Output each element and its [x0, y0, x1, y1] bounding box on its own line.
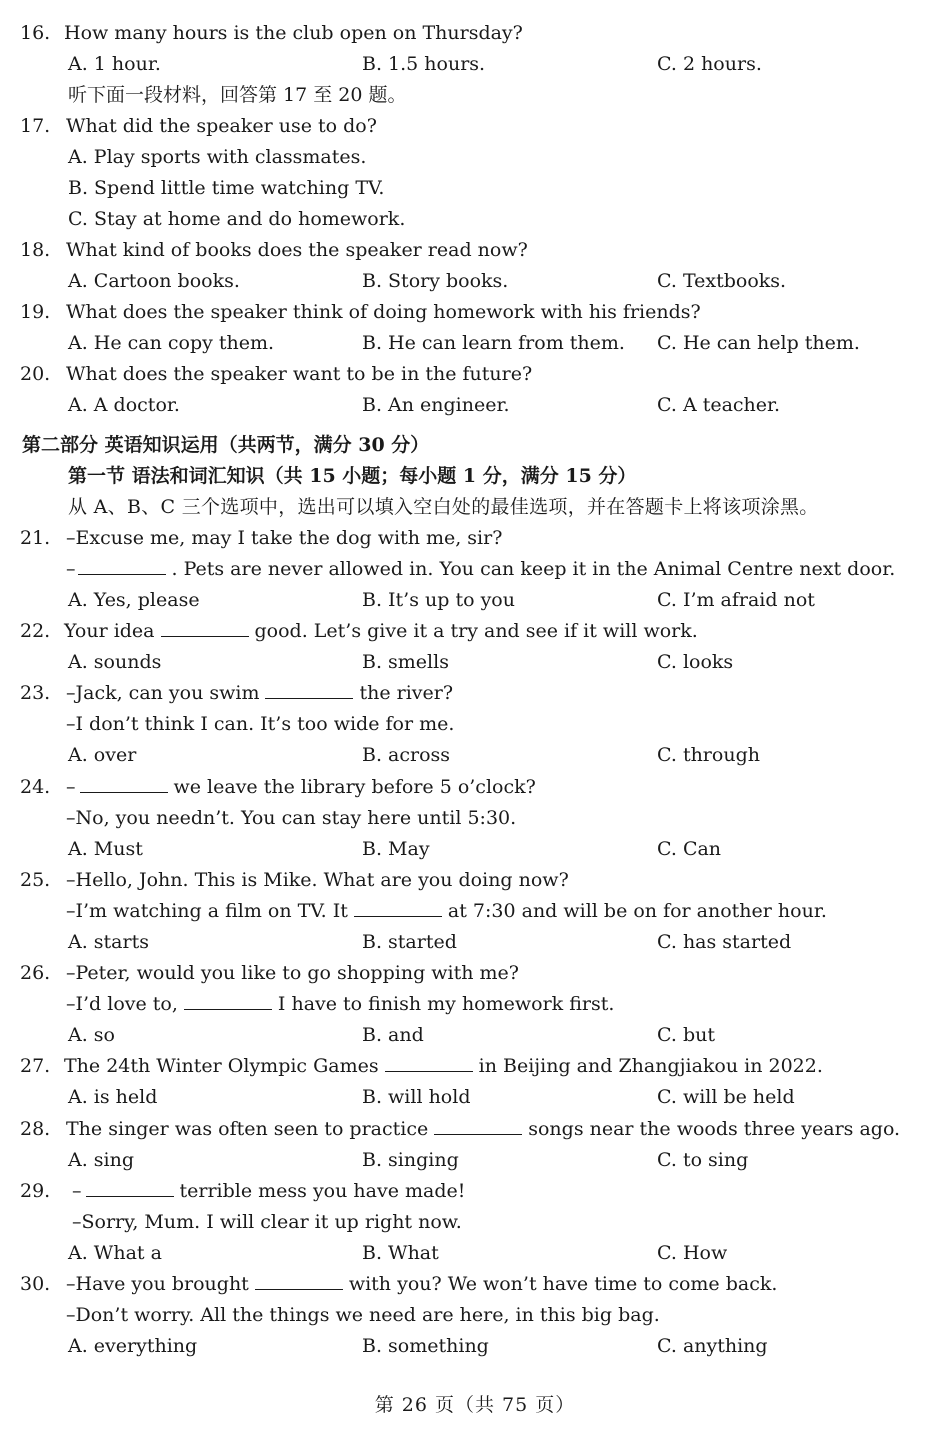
option-a: A. He can copy them. — [68, 332, 275, 354]
option-c: C. looks — [657, 651, 734, 673]
option-b: B. Spend little time watching TV. — [68, 177, 385, 199]
question-number: 16. — [20, 22, 51, 44]
option-c: C. I’m afraid not — [657, 589, 815, 611]
option-b: B. It’s up to you — [362, 589, 515, 611]
option-a: A. Play sports with classmates. — [68, 146, 367, 168]
option-b: B. What — [362, 1242, 439, 1264]
answer-blank — [265, 680, 353, 699]
question-stem: How many hours is the club open on Thursday? — [64, 22, 523, 44]
option-c: C. to sing — [657, 1149, 749, 1171]
option-c: C. but — [657, 1024, 715, 1046]
option-a: A. everything — [68, 1335, 198, 1357]
question-number: 19. — [20, 301, 51, 323]
answer-blank — [385, 1053, 473, 1072]
answer-blank — [161, 618, 249, 637]
option-a: A. A doctor. — [68, 394, 180, 416]
option-b: B. May — [362, 838, 430, 860]
option-a: A. Yes, please — [68, 589, 200, 611]
option-a: A. so — [68, 1024, 115, 1046]
option-a: A. What a — [68, 1242, 162, 1264]
option-a: A. is held — [68, 1086, 158, 1108]
option-b: B. something — [362, 1335, 489, 1357]
option-c: C. through — [657, 744, 760, 766]
question-stem: –Hello, John. This is Mike. What are you doing now? — [66, 869, 569, 891]
option-a: A. sounds — [68, 651, 162, 673]
option-b: B. An engineer. — [362, 394, 510, 416]
question-stem: What does the speaker think of doing homework with his friends? — [66, 301, 701, 323]
question-number: 26. — [20, 962, 51, 984]
question-number: 29. — [20, 1180, 51, 1202]
answer-blank — [184, 991, 272, 1010]
option-c: C. Stay at home and do homework. — [68, 208, 406, 230]
option-b: B. smells — [362, 651, 449, 673]
option-b: B. He can learn from them. — [362, 332, 625, 354]
option-a: A. 1 hour. — [68, 53, 161, 75]
option-c: C. Can — [657, 838, 722, 860]
question-number: 17. — [20, 115, 51, 137]
answer-blank — [80, 774, 168, 793]
question-number: 18. — [20, 239, 51, 261]
question-number: 23. — [20, 682, 51, 704]
question-stem: What does the speaker want to be in the future? — [66, 363, 533, 385]
question-number: 21. — [20, 527, 51, 549]
answer-blank — [255, 1271, 343, 1290]
option-b: B. started — [362, 931, 457, 953]
option-c: C. 2 hours. — [657, 53, 762, 75]
option-c: C. A teacher. — [657, 394, 781, 416]
option-c: C. has started — [657, 931, 792, 953]
question-stem: –Peter, would you like to go shopping with me? — [66, 962, 519, 984]
question-stem: What did the speaker use to do? — [66, 115, 377, 137]
page-number-footer: 第 26 页（共 75 页） — [374, 1394, 576, 1416]
option-b: B. singing — [362, 1149, 459, 1171]
answer-blank — [354, 898, 442, 917]
option-a: A. Must — [68, 838, 143, 860]
question-stem: –Excuse me, may I take the dog with me, sir? — [66, 527, 503, 549]
option-c: C. How — [657, 1242, 728, 1264]
answer-blank — [434, 1116, 522, 1135]
question-number: 22. — [20, 620, 51, 642]
option-c: C. He can help them. — [657, 332, 860, 354]
option-a: A. starts — [68, 931, 149, 953]
question-number: 27. — [20, 1055, 51, 1077]
option-a: A. over — [68, 744, 137, 766]
option-a: A. Cartoon books. — [68, 270, 240, 292]
question-stem: What kind of books does the speaker read now? — [66, 239, 528, 261]
option-c: C. anything — [657, 1335, 768, 1357]
option-b: B. will hold — [362, 1086, 471, 1108]
exam-page: 16. How many hours is the club open on Thursday? A. 1 hour. B. 1.5 hours. C. 2 hours. 听下面一段材料，回答第 17 至 20 题。 17. What did the speaker use to do? A. Play sports with classmates. B. Spend little time watching TV. C. Stay at home and do homework. 18. What kind of books does the speaker read now? A. Cartoon books. B. Story books. C. Textbooks. 19. What does the speaker think of doing homework with his friends? A. He can copy them. B. He can learn from them. C. He can help them. 20. What does the speaker want to be in the future? A. A doctor. B. An engineer. C. A teacher. 第二部分 英语知识运用（共两节，满分 30 分） 第一节 语法和词汇知识（共 15 小题；每小题 1 分，满分 15 分） 从 A、B、C 三个选项中，选出可以填入空白处的最佳选项，并在答题卡上将该项涂黑。 21. –Excuse me, may I take the dog with me, sir? – . Pets are never allowed in. You can keep it in the Animal Centre next door. A. Yes, please B. It’s up to you C. I’m afraid not 22. Your idea good. Let’s give it a try and see if it will work. A. sounds B. smells C. looks 23. –Jack, can you swim the river? –I don’t think I can. It’s too wide for me. A. over B. across C. through 24. – we leave the library before 5 o’clock? –No, you needn’t. You can stay here until 5:30. A. Must B. May C. Can 25. –Hello, John. This is Mike. What are you doing now? –I’m watching a film on TV. It at 7:30 and will be on for another hour. A. starts B. started C. has started 26. –Peter, would you like to go shopping with me? –I’d love to, I have to finish my homework first. A. so B. and C. but 27. The 24th Winter Olympic Games in Beijing and Zhangjiakou in 2022. A. is held B. will hold C. will be held 28. The singer was often seen to practice songs near the woods three years ago. A. sing B. singing C. to sing 29. – terrible mess you have made! –Sorry, Mum. I will clear it up right now. A. What a B. What C. How 30. –Have you brought with you? We won’t have time to come back. –Don’t worry. All the things we need are here, in this big bag. A. everything B. something C. anything 第 26 页（共 75 页） — [0, 0, 950, 1438]
option-a: A. sing — [68, 1149, 135, 1171]
question-number: 20. — [20, 363, 51, 385]
question-number: 28. — [20, 1118, 51, 1140]
option-b: B. and — [362, 1024, 424, 1046]
option-b: B. across — [362, 744, 451, 766]
question-number: 25. — [20, 869, 51, 891]
answer-blank — [78, 556, 166, 575]
option-b: B. Story books. — [362, 270, 509, 292]
question-number: 30. — [20, 1273, 51, 1295]
answer-blank — [86, 1178, 174, 1197]
option-b: B. 1.5 hours. — [362, 53, 486, 75]
question-number: 24. — [20, 776, 51, 798]
option-c: C. Textbooks. — [657, 270, 787, 292]
option-c: C. will be held — [657, 1086, 795, 1108]
